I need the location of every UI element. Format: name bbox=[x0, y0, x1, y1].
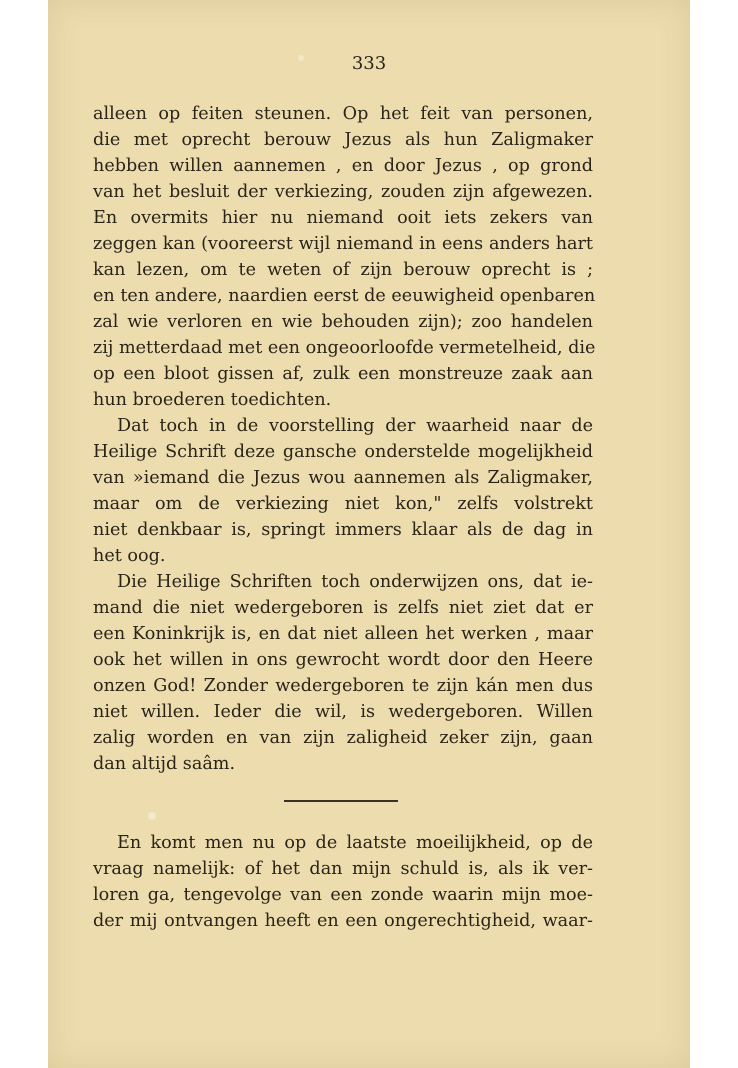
text-line: die met oprecht berouw Jezus als hun Zaligmaker bbox=[93, 130, 593, 150]
text-line: dan altijd saâm. bbox=[93, 754, 236, 774]
text-line: niet willen. Ieder die wil, is wedergeboren. Willen bbox=[93, 702, 593, 722]
text-line: het oog. bbox=[93, 546, 166, 566]
text-line: van »iemand die Jezus wou aannemen als Zaligmaker, bbox=[93, 468, 593, 488]
text-line: en ten andere, naardien eerst de eeuwigheid openbaren bbox=[93, 286, 596, 306]
text-line: alleen op feiten steunen. Op het feit van personen, bbox=[93, 104, 593, 124]
text-line: der mij ontvangen heeft en een ongerechtigheid, waar- bbox=[93, 911, 593, 931]
book-page bbox=[48, 0, 690, 1068]
text-line: op een bloot gissen af, zulk een monstreuze zaak aan bbox=[93, 364, 593, 384]
text-line: een Koninkrijk is, en dat niet alleen het werken , maar bbox=[93, 624, 593, 644]
text-line: onzen God! Zonder wedergeboren te zijn kán men dus bbox=[93, 676, 593, 696]
page-number: 333 bbox=[351, 53, 387, 74]
paper-blemish bbox=[148, 812, 156, 820]
text-line: loren ga, tengevolge van een zonde waarin mijn moe- bbox=[93, 885, 593, 905]
section-divider bbox=[284, 800, 398, 802]
text-line: En overmits hier nu niemand ooit iets zekers van bbox=[93, 208, 593, 228]
text-line: zeggen kan (vooreerst wijl niemand in eens anders hart bbox=[93, 234, 593, 254]
text-line: ook het willen in ons gewrocht wordt door den Heere bbox=[93, 650, 593, 670]
text-line: hebben willen aannemen , en door Jezus , op grond bbox=[93, 156, 593, 176]
text-line: vraag namelijk: of het dan mijn schuld is, als ik ver- bbox=[93, 859, 593, 879]
text-line: mand die niet wedergeboren is zelfs niet ziet dat er bbox=[93, 598, 593, 618]
text-line: Heilige Schrift deze gansche onderstelde mogelijkheid bbox=[93, 442, 593, 462]
text-line: hun broederen toedichten. bbox=[93, 390, 332, 410]
text-line: Die Heilige Schriften toch onderwijzen ons, dat ie- bbox=[117, 572, 593, 592]
text-line: niet denkbaar is, springt immers klaar als de dag in bbox=[93, 520, 593, 540]
text-line: zalig worden en van zijn zaligheid zeker zijn, gaan bbox=[93, 728, 593, 748]
text-line: Dat toch in de voorstelling der waarheid naar de bbox=[117, 416, 593, 436]
text-line: maar om de verkiezing niet kon," zelfs volstrekt bbox=[93, 494, 593, 514]
text-line: kan lezen, om te weten of zijn berouw oprecht is ; bbox=[93, 260, 593, 280]
text-line: zal wie verloren en wie behouden zijn); zoo handelen bbox=[93, 312, 593, 332]
text-line: van het besluit der verkiezing, zouden zijn afgewezen. bbox=[93, 182, 593, 202]
text-line: En komt men nu op de laatste moeilijkheid, op de bbox=[117, 833, 593, 853]
text-line: zij metterdaad met een ongeoorloofde vermetelheid, die bbox=[93, 338, 596, 358]
